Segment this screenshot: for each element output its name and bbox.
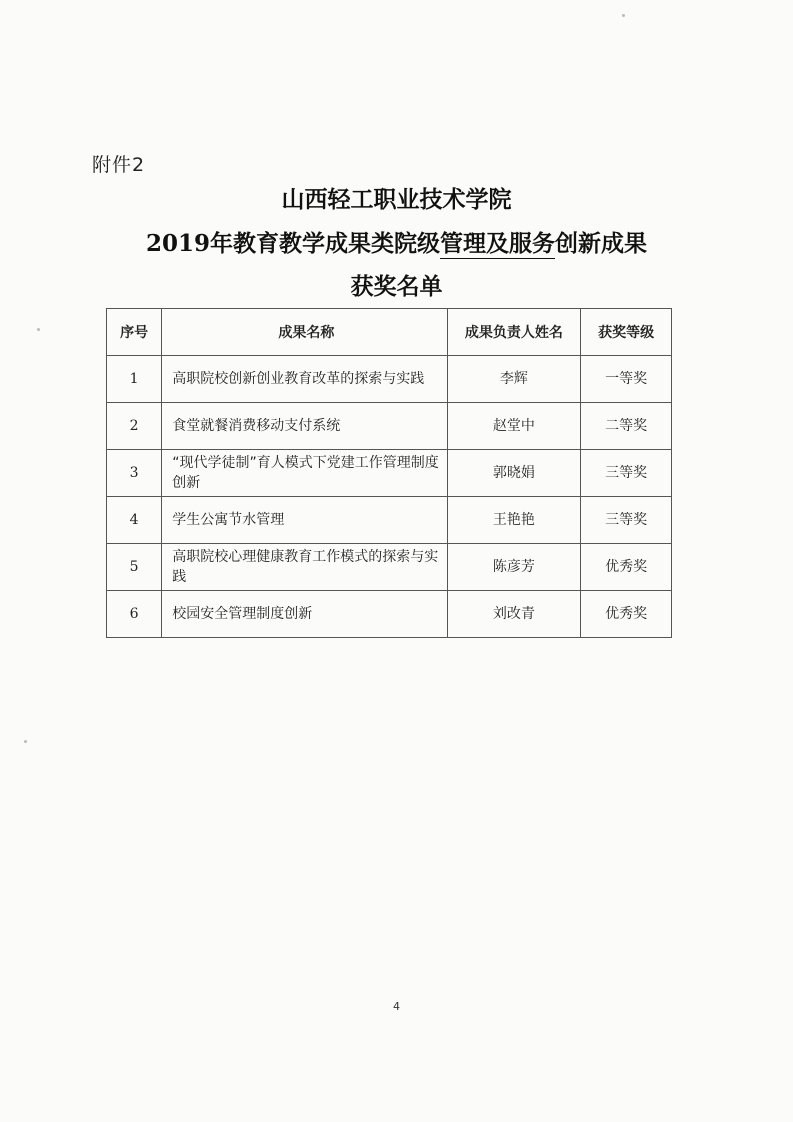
cell-name: 高职院校心理健康教育工作模式的探索与实践	[162, 544, 447, 591]
cell-award: 三等奖	[581, 497, 672, 544]
cell-lead: 王艳艳	[447, 497, 581, 544]
cell-award: 一等奖	[581, 356, 672, 403]
title-line-2-underlined: 管理及服务	[440, 230, 555, 257]
cell-seq: 2	[107, 403, 162, 450]
header-award: 获奖等级	[581, 309, 672, 356]
cell-lead: 郭晓娟	[447, 450, 581, 497]
cell-award: 优秀奖	[581, 544, 672, 591]
cell-seq: 3	[107, 450, 162, 497]
table-row	[107, 544, 672, 591]
scan-speck	[37, 328, 40, 331]
cell-name: 高职院校创新创业教育改革的探索与实践	[162, 356, 447, 403]
title-line-2-suffix: 创新成果	[555, 230, 647, 257]
cell-name: “现代学徒制”育人模式下党建工作管理制度创新	[162, 450, 447, 497]
cell-award: 优秀奖	[581, 591, 672, 638]
cell-award: 二等奖	[581, 403, 672, 450]
cell-name: 食堂就餐消费移动支付系统	[162, 403, 447, 450]
award-table	[106, 308, 672, 638]
cell-lead: 刘改青	[447, 591, 581, 638]
cell-seq: 5	[107, 544, 162, 591]
page-number: 4	[393, 1000, 400, 1013]
table-row	[107, 591, 672, 638]
title-line-2-prefix: 2019年教育教学成果类院级	[145, 230, 440, 257]
cell-name: 校园安全管理制度创新	[162, 591, 447, 638]
table-header-row	[107, 309, 672, 356]
cell-lead: 陈彦芳	[447, 544, 581, 591]
header-name: 成果名称	[162, 309, 447, 356]
cell-award: 三等奖	[581, 450, 672, 497]
table-row	[107, 356, 672, 403]
scan-speck	[24, 740, 27, 743]
document-title-line-2	[0, 225, 793, 258]
attachment-label: 附件2	[92, 154, 146, 176]
document-title-line-3: 获奖名单	[350, 273, 443, 300]
cell-seq: 1	[107, 356, 162, 403]
table-row	[107, 497, 672, 544]
cell-seq: 6	[107, 591, 162, 638]
document-title-line-1: 山西轻工职业技术学院	[281, 186, 512, 213]
scan-speck	[622, 14, 625, 17]
cell-name: 学生公寓节水管理	[162, 497, 447, 544]
cell-lead: 赵堂中	[447, 403, 581, 450]
table-row	[107, 450, 672, 497]
header-seq: 序号	[107, 309, 162, 356]
cell-lead: 李辉	[447, 356, 581, 403]
cell-seq: 4	[107, 497, 162, 544]
header-lead: 成果负责人姓名	[447, 309, 581, 356]
table-row	[107, 403, 672, 450]
